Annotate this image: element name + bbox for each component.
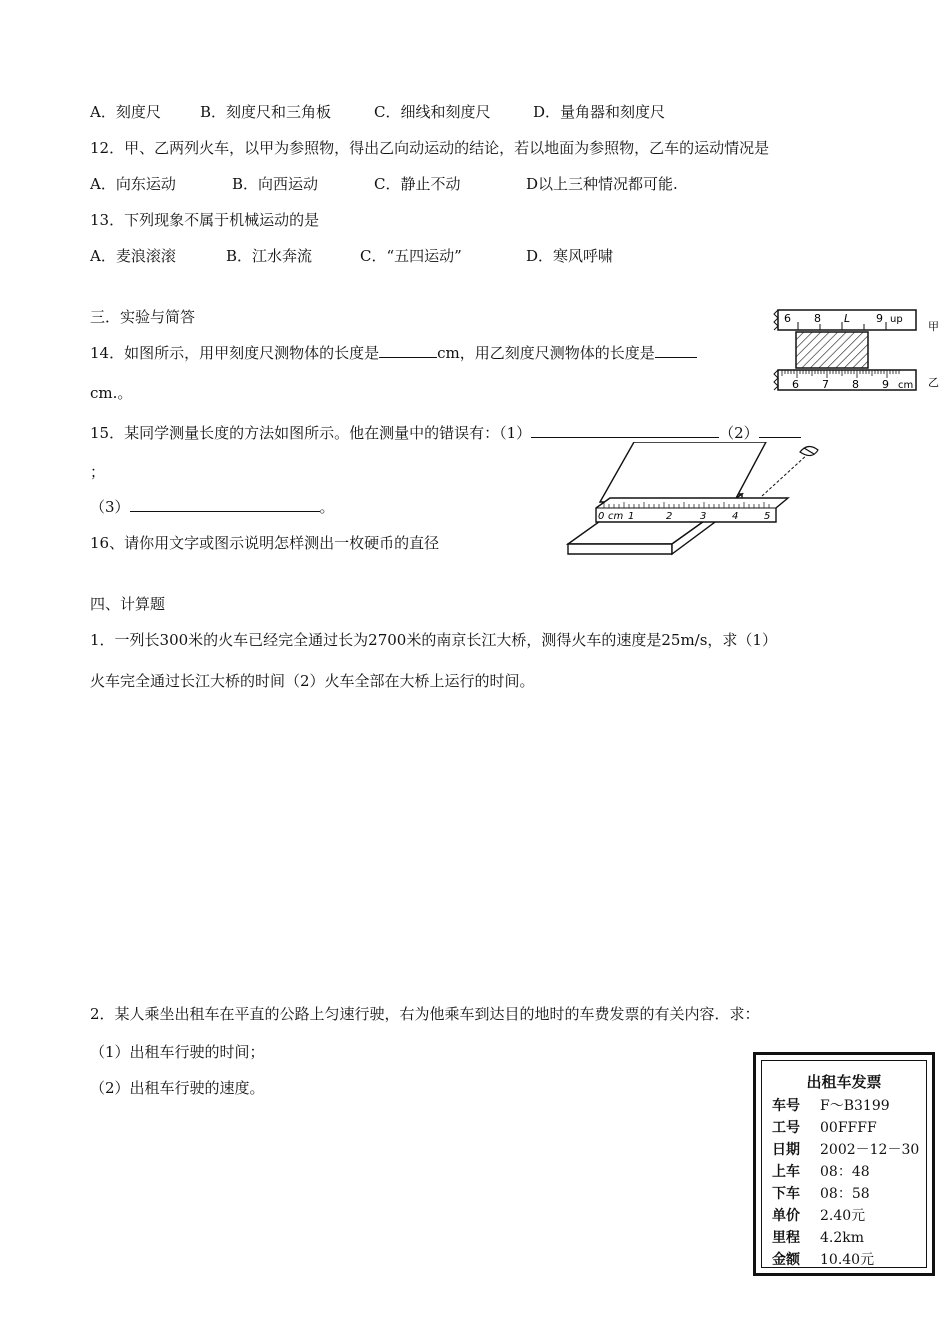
desk-ruler-tick-5: 5 [764, 511, 771, 522]
q12-option-b: B．向西运动 [232, 175, 319, 193]
q14-blank-2[interactable] [655, 343, 697, 358]
ruler-jia-tick-6: 6 [784, 312, 791, 325]
q15-blank-2[interactable] [759, 423, 801, 438]
measured-object [796, 332, 868, 368]
desk-ruler-tick-0: 0 [598, 511, 605, 522]
q15-text-4: 。 [319, 498, 335, 516]
ruler-yi-tick-9: 9 [882, 378, 889, 391]
calc1-line1: 1．一列长300米的火车已经完全通过长为2700米的南京长江大桥，测得火车的速度是25m/s，求（1） [90, 631, 777, 649]
ruler-jia-tick-8: 8 [814, 312, 821, 325]
q14-line [90, 343, 697, 363]
receipt-key: 车号 [772, 1098, 800, 1114]
receipt-row-plate [772, 1095, 890, 1115]
q13-option-a: A．麦浪滚滚 [90, 247, 176, 265]
q16-text: 16、请你用文字或图示说明怎样测出一枚硬币的直径 [90, 534, 440, 552]
receipt-value: 4.2km [820, 1230, 865, 1246]
receipt-key: 金额 [772, 1252, 800, 1268]
ruler-yi [774, 370, 916, 391]
desk-ruler-tick-4: 4 [732, 511, 739, 522]
q13-option-d: D．寒风呼啸 [526, 247, 614, 265]
desk-ruler-tick-cm: cm [608, 511, 624, 522]
ruler-yi-tick-7: 7 [822, 378, 829, 391]
q11-option-d: D．量角器和刻度尺 [533, 103, 666, 121]
desk-ruler [596, 498, 788, 522]
ruler-yi-label: 乙 [928, 376, 939, 389]
receipt-value: 00FFFF [820, 1120, 877, 1136]
calc2-line3: （2）出租车行驶的速度。 [90, 1079, 265, 1097]
q15-line-3 [90, 497, 335, 517]
q14-text-3: cm.。 [90, 384, 133, 402]
receipt-row-worker-id [772, 1117, 877, 1137]
receipt-title: 出租车发票 [806, 1073, 882, 1091]
section4-title: 四、计算题 [90, 595, 166, 613]
q11-option-a: A．刻度尺 [90, 103, 161, 121]
q12-stem: 12．甲、乙两列火车，以甲为参照物，得出乙向动运动的结论，若以地面为参照物，乙车的运动情况是 [90, 139, 770, 157]
receipt-value: 08：58 [820, 1186, 870, 1202]
q13-option-b: B．江水奔流 [226, 247, 313, 265]
ruler-jia [774, 310, 916, 330]
q11-option-c: C．细线和刻度尺 [374, 103, 491, 121]
desk-ruler-tick-3: 3 [700, 511, 707, 522]
q12-option-d: D以上三种情况都可能. [526, 175, 678, 193]
eye-icon [800, 446, 818, 455]
q15-semicolon: ； [90, 463, 106, 481]
q13-stem: 13．下列现象不属于机械运动的是 [90, 211, 320, 229]
ruler-yi-tick-6: 6 [792, 378, 799, 391]
q14-text-1: 14．如图所示，用甲刻度尺测物体的长度是 [90, 344, 380, 362]
receipt-row-alight [772, 1183, 870, 1203]
desk-ruler-tick-2: 2 [666, 511, 673, 522]
desk-ruler-figure [564, 442, 826, 564]
ruler-jia-tick-unit: up [890, 314, 903, 325]
receipt-value: 10.40元 [820, 1252, 875, 1268]
receipt-key: 单价 [772, 1208, 800, 1224]
receipt-value: 2.40元 [820, 1208, 866, 1224]
ruler-yi-tick-8: 8 [852, 378, 859, 391]
desk-ruler-tick-1: 1 [628, 511, 635, 522]
receipt-row-distance [772, 1227, 864, 1247]
ruler-yi-tick-unit: cm [898, 380, 914, 391]
ruler-figure [772, 304, 944, 398]
q15-text-2: （2） [719, 424, 759, 442]
q15-blank-3[interactable] [130, 497, 320, 512]
q15-text-3: （3） [90, 498, 130, 516]
ruler-jia-tick-9: 9 [876, 312, 883, 325]
receipt-key: 上车 [772, 1164, 800, 1180]
receipt-key: 日期 [772, 1142, 800, 1158]
receipt-row-amount [772, 1249, 874, 1269]
q12-option-c: C．静止不动 [374, 175, 461, 193]
ruler-jia-tick-l: L [844, 312, 851, 325]
q14-blank-1[interactable] [379, 343, 437, 358]
q15-blank-1[interactable] [531, 423, 719, 438]
section3-title: 三．实验与简答 [90, 308, 196, 326]
receipt-row-board [772, 1161, 870, 1181]
taxi-receipt [753, 1052, 935, 1276]
receipt-key: 工号 [772, 1120, 800, 1136]
receipt-value: 08：48 [820, 1164, 870, 1180]
q12-option-a: A．向东运动 [90, 175, 176, 193]
receipt-value: 2002－12－30 [820, 1142, 920, 1158]
calc2-line2: （1）出租车行驶的时间； [90, 1043, 265, 1061]
receipt-key: 下车 [772, 1186, 800, 1202]
q15-line [90, 423, 801, 443]
receipt-key: 里程 [772, 1230, 800, 1246]
q14-text-2: cm，用乙刻度尺测物体的长度是 [437, 344, 655, 362]
q15-text-1: 15．某同学测量长度的方法如图所示。他在测量中的错误有：（1） [90, 424, 532, 442]
calc2-line1: 2．某人乘坐出租车在平直的公路上匀速行驶，右为他乘车到达目的地时的车费发票的有关内容．求： [90, 1005, 760, 1023]
ruler-jia-label: 甲 [928, 320, 939, 333]
receipt-row-date [772, 1139, 919, 1159]
calc1-line2: 火车完全通过长江大桥的时间（2）火车全部在大桥上运行的时间。 [90, 672, 535, 690]
q11-option-b: B．刻度尺和三角板 [200, 103, 332, 121]
q13-option-c: C．“五四运动” [360, 247, 462, 265]
receipt-value: F～B3199 [820, 1098, 890, 1114]
receipt-row-unit-price [772, 1205, 865, 1225]
